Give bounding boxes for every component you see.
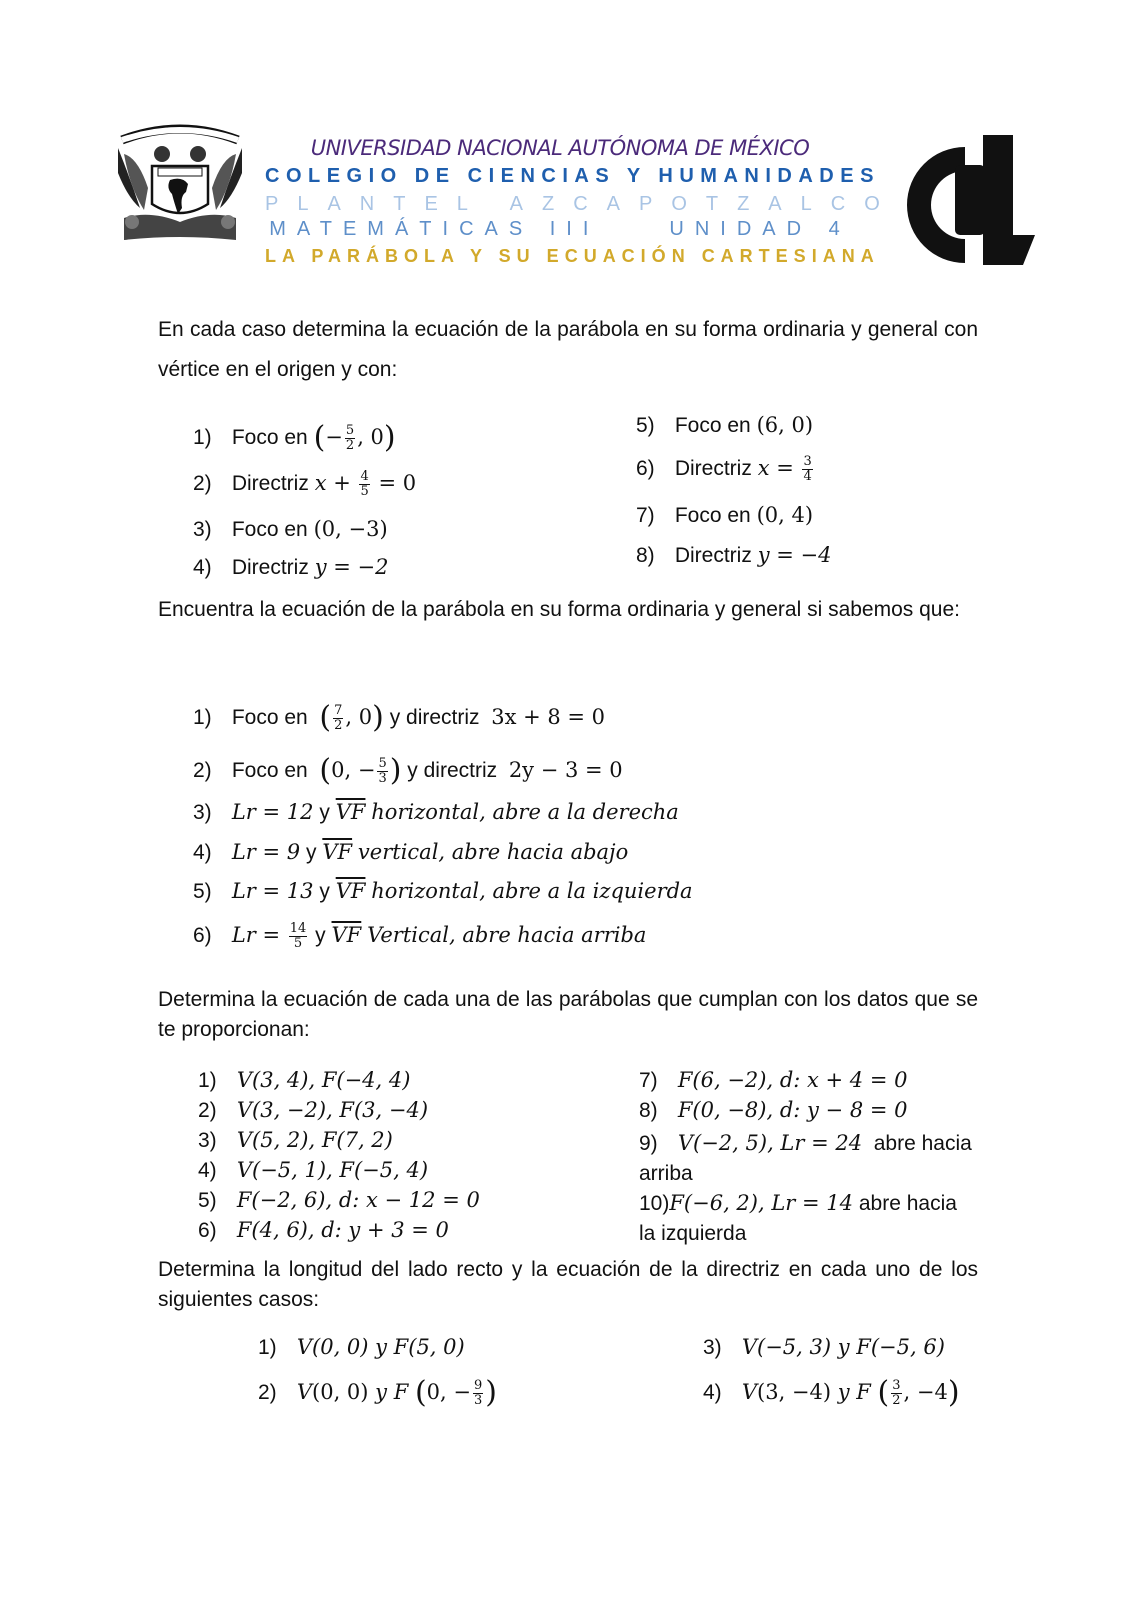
s4-item-1: 1) V(0, 0) y F(5, 0) <box>258 1335 465 1359</box>
s1-item-1: 1) Foco en (− $\frac{5}{2}$ , 0) <box>193 420 396 455</box>
segment-vf: $\overline{VF}$ <box>335 879 366 903</box>
s1-item-6: 6) Directriz x = $\frac{3}{4}$ <box>636 454 812 484</box>
unam-crest-logo <box>110 118 250 246</box>
s3-item-8: 8) F(0, −8), d: y − 8 = 0 <box>639 1098 908 1122</box>
math-expression: x <box>757 456 770 480</box>
s1-item-2: 2) Directriz x + $\frac{4}{5}$ = 0 <box>193 469 417 499</box>
topic-title: LA PARÁBOLA Y SU ECUACIÓN CARTESIANA <box>265 246 880 266</box>
s3-item-4: 4) V(−5, 1), F(−5, 4) <box>198 1158 429 1182</box>
s2-item-5: 5) Lr = 13 y $\overline{VF}$ horizontal, abre a la izquierda <box>193 879 693 903</box>
math-expression: y = −4 <box>757 543 832 567</box>
unit-name: UNIDAD 4 <box>669 218 851 240</box>
course-unit-line <box>265 218 855 241</box>
math-expression: (− $\frac{5}{2}$ , 0) <box>313 420 396 455</box>
s1-item-3: 3) Foco en (0, −3) <box>193 517 388 541</box>
course-name: MATEMÁTICAS III <box>269 218 600 240</box>
math-expression: (6, 0) <box>756 413 814 437</box>
s4-item-4: 4) V(3, −4) y F ( $\frac{3}{2}$ , −4) <box>703 1375 960 1410</box>
s1-item-7: 7) Foco en (0, 4) <box>636 503 814 527</box>
s3-item-5: 5) F(−2, 6), d: x − 12 = 0 <box>198 1188 480 1212</box>
cch-logo-icon <box>895 135 1040 275</box>
s2-item-6: 6) Lr = $\frac{14}{5}$ y $\overline{VF}$ Vertical, abre hacia arriba <box>193 921 647 951</box>
unam-crest-icon <box>110 118 250 246</box>
segment-vf: $\overline{VF}$ <box>335 800 366 824</box>
math-expression: (0, 4) <box>756 503 814 527</box>
segment-vf: $\overline{VF}$ <box>331 923 362 947</box>
section2-instruction: Encuentra la ecuación de la parábola en su forma ordinaria y general si sabemos que: <box>158 598 960 621</box>
s1-item-8: 8) Directriz y = −4 <box>636 543 832 567</box>
math-expression: ( $\frac{7}{2}$ , 0) <box>319 700 384 735</box>
s1-item-4: 4) Directriz y = −2 <box>193 555 389 579</box>
s3-item-3: 3) V(5, 2), F(7, 2) <box>198 1128 393 1152</box>
campus-name: PLANTEL AZCAPOTZALCO <box>265 193 899 215</box>
s2-item-2: 2) Foco en (0, − $\frac{5}{3}$ ) y directriz 2y − 3 = 0 <box>193 753 623 788</box>
s2-item-1: 1) Foco en ( $\frac{7}{2}$ , 0) y directriz 3x + 8 = 0 <box>193 700 606 735</box>
college-name: COLEGIO DE CIENCIAS Y HUMANIDADES <box>265 165 880 187</box>
s4-item-2: 2) V(0, 0) y F (0, − $\frac{9}{3}$ ) <box>258 1375 497 1410</box>
segment-vf: $\overline{VF}$ <box>322 840 353 864</box>
math-expression: 2y − 3 = 0 <box>508 758 623 782</box>
s3-item-2: 2) V(3, −2), F(3, −4) <box>198 1098 429 1122</box>
university-name: UNIVERSIDAD NACIONAL AUTÓNOMA DE MÉXICO <box>310 136 810 160</box>
math-expression: (0, − $\frac{5}{3}$ ) <box>319 753 402 788</box>
section1-instruction: En cada caso determina la ecuación de la parábola en su forma ordinaria y general con vértice en el origen y con: <box>158 318 978 381</box>
s3-item-6: 6) F(4, 6), d: y + 3 = 0 <box>198 1218 449 1242</box>
math-expression: 3x + 8 = 0 <box>491 705 606 729</box>
section3-instruction: Determina la ecuación de cada una de las parábolas que cumplan con los datos que se te proporcionan: <box>158 988 978 1041</box>
s3-item-10: 10)F(−6, 2), Lr = 14 abre hacia la izquierda <box>639 1191 957 1245</box>
s3-item-7: 7) F(6, −2), d: x + 4 = 0 <box>639 1068 908 1092</box>
s2-item-4: 4) Lr = 9 y $\overline{VF}$ vertical, abre hacia abajo <box>193 840 629 864</box>
s3-item-1: 1) V(3, 4), F(−4, 4) <box>198 1068 411 1092</box>
section4-instruction: Determina la longitud del lado recto y la ecuación de la directriz en cada uno de los siguientes casos: <box>158 1258 978 1311</box>
s2-item-3: 3) Lr = 12 y $\overline{VF}$ horizontal, abre a la derecha <box>193 800 679 824</box>
math-expression: y = −2 <box>314 555 389 579</box>
cch-logo <box>895 135 1040 275</box>
s3-item-9: 9) V(−2, 5), Lr = 24 abre hacia arriba <box>639 1131 972 1185</box>
math-expression: (0, −3) <box>313 517 388 541</box>
s1-item-5: 5) Foco en (6, 0) <box>636 413 814 437</box>
math-expression: x <box>314 471 327 495</box>
s4-item-3: 3) V(−5, 3) y F(−5, 6) <box>703 1335 945 1359</box>
